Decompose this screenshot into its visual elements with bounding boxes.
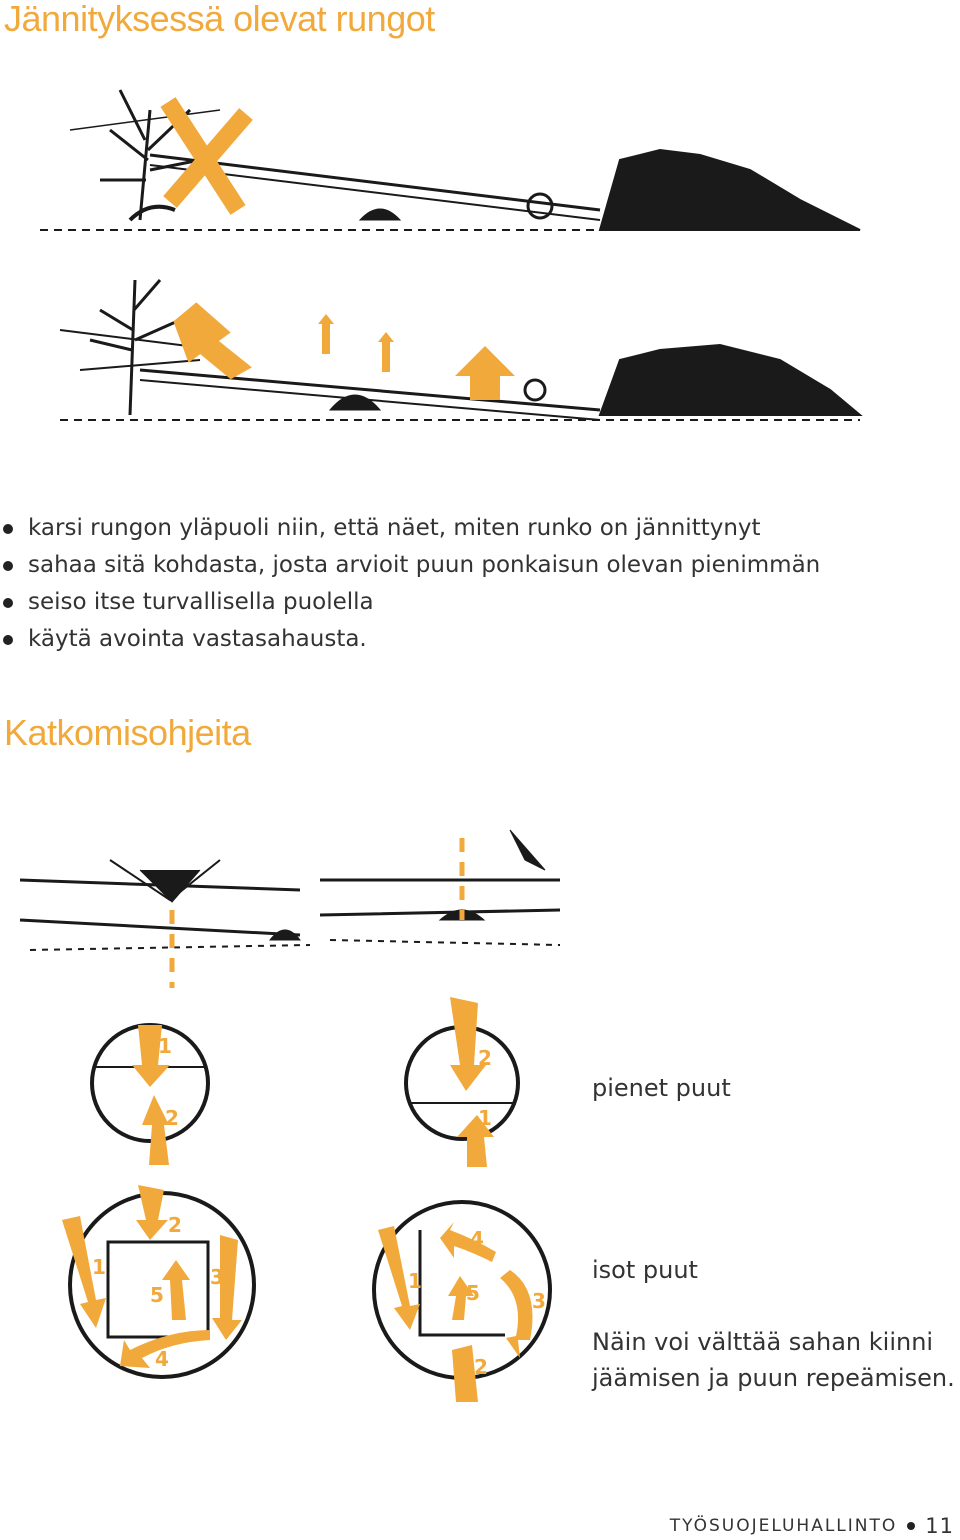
- page-number: 11: [925, 1514, 954, 1538]
- diagram-label: 2: [168, 1213, 182, 1237]
- log-cut-illustration: [0, 820, 960, 990]
- diagram-label: 2: [474, 1355, 488, 1379]
- diagram-label: 3: [532, 1289, 546, 1313]
- bullet-item: karsi rungon yläpuoli niin, että näet, miten runko on jännittynyt: [0, 510, 820, 547]
- small-tree-diagrams: [0, 995, 560, 1170]
- diagram-label: 2: [478, 1046, 492, 1070]
- caption-note-line2: jäämisen ja puun repeämisen.: [592, 1364, 955, 1392]
- bullet-item: seiso itse turvallisella puolella: [0, 584, 820, 621]
- diagram-label: 2: [165, 1106, 179, 1130]
- footer-org: TYÖSUOJELUHALLINTO: [669, 1516, 898, 1536]
- diagram-label: 1: [478, 1106, 492, 1130]
- scene-wrong: [40, 90, 860, 230]
- section-title-cutting: Katkomisohjeita: [4, 712, 251, 753]
- bullet-item: käytä avointa vastasahausta.: [0, 621, 820, 658]
- cut-arrow-icon: [62, 1185, 533, 1402]
- diagram-label: 1: [92, 1255, 106, 1279]
- bullet-item: sahaa sitä kohdasta, josta arvioit puun ponkaisun olevan pienimmän: [0, 547, 820, 584]
- tension-illustration: [0, 70, 960, 440]
- caption-large-trees: isot puut: [592, 1256, 698, 1284]
- scene-correct: [60, 280, 860, 420]
- section-title-tension: Jännityksessä olevat rungot: [4, 0, 435, 39]
- page-footer: [670, 1514, 954, 1538]
- diagram-label: 3: [210, 1265, 224, 1289]
- x-mark-icon: [168, 102, 246, 210]
- diagram-label: 4: [470, 1227, 484, 1251]
- cut-arrow-icon: [132, 997, 494, 1167]
- bullet-dot-icon: [907, 1522, 915, 1530]
- diagram-label: 4: [155, 1347, 169, 1371]
- diagram-label: 1: [408, 1269, 422, 1293]
- large-tree-diagrams: [0, 1180, 570, 1410]
- arrow-up-icon: [170, 292, 515, 400]
- diagram-label: 1: [158, 1034, 172, 1058]
- safety-bullet-list: [0, 510, 820, 658]
- diagram-label: 5: [466, 1281, 480, 1305]
- diagram-label: 5: [150, 1283, 164, 1307]
- caption-small-trees: pienet puut: [592, 1074, 731, 1102]
- caption-note-line1: Näin voi välttää sahan kiinni: [592, 1328, 934, 1356]
